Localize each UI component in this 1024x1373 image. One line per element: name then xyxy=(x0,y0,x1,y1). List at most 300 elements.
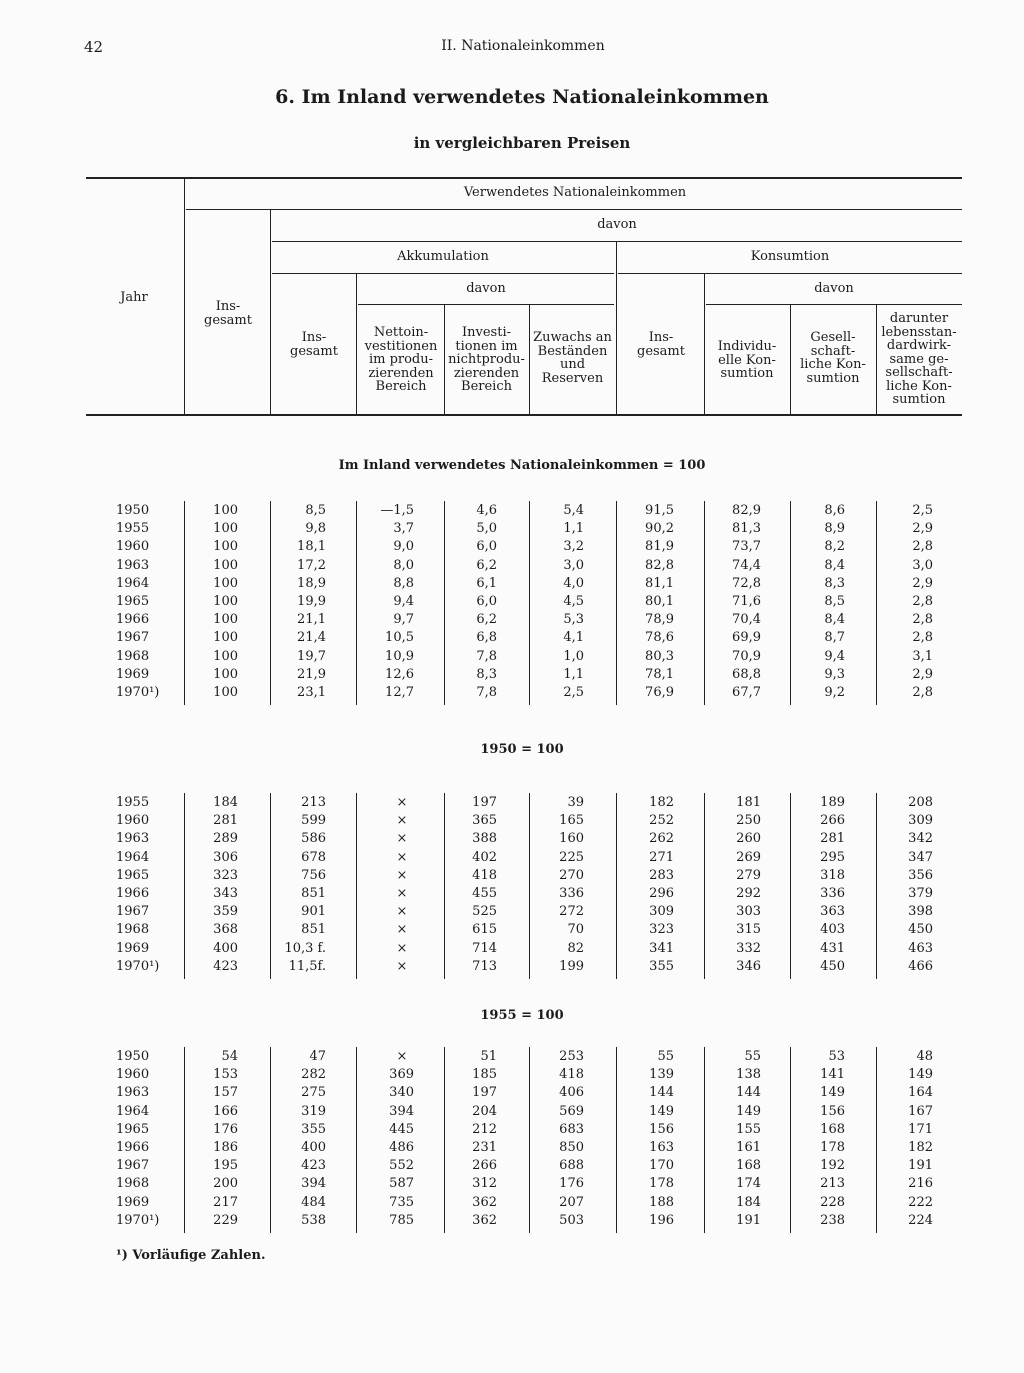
section-title-2: 1950 = 100 xyxy=(480,742,564,757)
cell-investitionen: 197 xyxy=(472,795,497,810)
cell-darunter: 356 xyxy=(908,867,933,883)
table-row xyxy=(0,1140,1024,1158)
cell-gesellschaftliche: 403 xyxy=(820,922,845,938)
header-insgesamt: Ins- gesamt xyxy=(204,299,252,328)
cell-gesellschaftliche: 8,5 xyxy=(824,594,845,609)
cell-akk-insgesamt: 18,9 xyxy=(297,575,326,591)
cell-jahr: 1963 xyxy=(116,831,150,847)
cell-jahr: 1965 xyxy=(116,867,150,883)
cell-investitionen: 362 xyxy=(472,1194,497,1210)
cell-nettoinvestitionen: × xyxy=(396,940,408,956)
cell-insgesamt: 186 xyxy=(213,1140,238,1155)
cell-individuelle: 161 xyxy=(736,1140,761,1155)
cell-individuelle: 260 xyxy=(736,831,761,847)
cell-insgesamt: 306 xyxy=(213,849,238,865)
cell-gesellschaftliche: 156 xyxy=(820,1103,845,1119)
table-row xyxy=(0,1195,1024,1213)
cell-investitionen: 204 xyxy=(472,1103,497,1119)
cell-jahr: 1969 xyxy=(116,666,150,682)
cell-darunter: 2,5 xyxy=(912,503,933,518)
cell-akk-insgesamt: 8,5 xyxy=(305,503,326,518)
cell-jahr: 1960 xyxy=(116,813,150,829)
cell-jahr: 1970¹) xyxy=(116,958,160,974)
cell-zuwachs: 39 xyxy=(567,795,584,810)
cell-gesellschaftliche: 8,2 xyxy=(824,539,845,555)
cell-investitionen: 6,8 xyxy=(476,630,497,646)
cell-akk-insgesamt: 11,5f. xyxy=(288,958,326,974)
cell-individuelle: 149 xyxy=(736,1103,761,1119)
cell-jahr: 1964 xyxy=(116,575,150,591)
cell-insgesamt: 100 xyxy=(213,612,238,628)
cell-kons-insgesamt: 91,5 xyxy=(645,503,674,518)
cell-jahr: 1950 xyxy=(116,503,150,518)
cell-gesellschaftliche: 192 xyxy=(820,1158,845,1174)
cell-kons-insgesamt: 81,1 xyxy=(645,575,674,591)
cell-nettoinvestitionen: 8,0 xyxy=(393,557,414,573)
cell-jahr: 1960 xyxy=(116,1067,150,1083)
cell-darunter: 2,8 xyxy=(912,539,933,555)
cell-gesellschaftliche: 8,6 xyxy=(824,503,845,518)
cell-zuwachs: 225 xyxy=(559,849,584,865)
cell-investitionen: 362 xyxy=(472,1212,497,1228)
header-konsumtion: Konsumtion xyxy=(750,249,830,264)
cell-insgesamt: 195 xyxy=(213,1158,238,1174)
header-darunter: darunter lebensstan- dardwirk- same ge- sellschaft- liche Kon- sumtion xyxy=(881,311,957,407)
cell-akk-insgesamt: 394 xyxy=(301,1176,326,1192)
cell-akk-insgesamt: 319 xyxy=(301,1103,326,1119)
cell-akk-insgesamt: 23,1 xyxy=(297,685,326,700)
cell-individuelle: 191 xyxy=(736,1212,761,1228)
cell-akk-insgesamt: 47 xyxy=(309,1049,326,1064)
cell-darunter: 2,9 xyxy=(912,575,933,591)
cell-kons-insgesamt: 262 xyxy=(649,831,674,847)
header-akkumulation: Akkumulation xyxy=(397,249,489,264)
cell-zuwachs: 176 xyxy=(559,1176,584,1192)
cell-investitionen: 714 xyxy=(472,940,497,956)
cell-investitionen: 6,0 xyxy=(476,539,497,555)
cell-individuelle: 155 xyxy=(736,1121,761,1137)
cell-akk-insgesamt: 599 xyxy=(301,813,326,829)
cell-individuelle: 303 xyxy=(736,904,761,920)
cell-investitionen: 365 xyxy=(472,813,497,829)
table-row xyxy=(0,667,1024,685)
cell-jahr: 1966 xyxy=(116,612,150,628)
cell-nettoinvestitionen: 587 xyxy=(389,1176,414,1192)
cell-individuelle: 184 xyxy=(736,1194,761,1210)
cell-nettoinvestitionen: 9,0 xyxy=(393,539,414,555)
cell-darunter: 167 xyxy=(908,1103,933,1119)
cell-darunter: 379 xyxy=(908,886,933,901)
cell-individuelle: 332 xyxy=(736,940,761,956)
cell-akk-insgesamt: 21,4 xyxy=(297,630,326,646)
cell-akk-insgesamt: 19,7 xyxy=(297,648,326,664)
cell-individuelle: 68,8 xyxy=(732,666,761,682)
table-row xyxy=(0,1085,1024,1103)
cell-nettoinvestitionen: × xyxy=(396,813,408,829)
cell-nettoinvestitionen: 785 xyxy=(389,1212,414,1228)
cell-individuelle: 292 xyxy=(736,886,761,901)
cell-darunter: 2,9 xyxy=(912,521,933,537)
cell-akk-insgesamt: 423 xyxy=(301,1158,326,1174)
cell-individuelle: 71,6 xyxy=(732,594,761,609)
cell-nettoinvestitionen: × xyxy=(396,795,408,810)
cell-nettoinvestitionen: 340 xyxy=(389,1085,414,1101)
cell-darunter: 2,8 xyxy=(912,630,933,646)
cell-nettoinvestitionen: × xyxy=(396,849,408,865)
cell-kons-insgesamt: 144 xyxy=(649,1085,674,1101)
footnote: ¹) Vorläufige Zahlen. xyxy=(116,1248,266,1263)
cell-kons-insgesamt: 196 xyxy=(649,1212,674,1228)
table-row xyxy=(0,1158,1024,1176)
cell-insgesamt: 100 xyxy=(213,557,238,573)
cell-individuelle: 181 xyxy=(736,795,761,810)
cell-akk-insgesamt: 756 xyxy=(301,867,326,883)
table-title: 6. Im Inland verwendetes Nationaleinkommen xyxy=(275,86,769,108)
cell-zuwachs: 70 xyxy=(567,922,584,938)
cell-zuwachs: 1,1 xyxy=(563,666,584,682)
cell-akk-insgesamt: 586 xyxy=(301,831,326,847)
cell-darunter: 450 xyxy=(908,922,933,938)
cell-jahr: 1964 xyxy=(116,849,150,865)
cell-individuelle: 279 xyxy=(736,867,761,883)
cell-gesellschaftliche: 336 xyxy=(820,886,845,901)
table-row xyxy=(0,868,1024,886)
running-head: II. Nationaleinkommen xyxy=(441,38,605,54)
cell-zuwachs: 272 xyxy=(559,904,584,920)
cell-kons-insgesamt: 163 xyxy=(649,1140,674,1155)
cell-jahr: 1955 xyxy=(116,521,150,537)
cell-insgesamt: 229 xyxy=(213,1212,238,1228)
header-davon: davon xyxy=(597,217,637,232)
cell-darunter: 309 xyxy=(908,813,933,829)
table-row xyxy=(0,558,1024,576)
cell-insgesamt: 281 xyxy=(213,813,238,829)
cell-jahr: 1969 xyxy=(116,1194,150,1210)
cell-darunter: 182 xyxy=(908,1140,933,1155)
table-row xyxy=(0,795,1024,813)
cell-insgesamt: 153 xyxy=(213,1067,238,1083)
cell-insgesamt: 100 xyxy=(213,539,238,555)
cell-darunter: 2,8 xyxy=(912,685,933,700)
cell-akk-insgesamt: 851 xyxy=(301,922,326,938)
table-row xyxy=(0,886,1024,904)
cell-jahr: 1967 xyxy=(116,630,150,646)
cell-darunter: 216 xyxy=(908,1176,933,1192)
cell-darunter: 466 xyxy=(908,958,933,974)
cell-investitionen: 6,1 xyxy=(476,575,497,591)
cell-kons-insgesamt: 283 xyxy=(649,867,674,883)
cell-gesellschaftliche: 266 xyxy=(820,813,845,829)
cell-zuwachs: 336 xyxy=(559,886,584,901)
table-row xyxy=(0,1213,1024,1231)
cell-darunter: 224 xyxy=(908,1212,933,1228)
cell-jahr: 1960 xyxy=(116,539,150,555)
cell-insgesamt: 157 xyxy=(213,1085,238,1101)
cell-kons-insgesamt: 78,9 xyxy=(645,612,674,628)
cell-individuelle: 55 xyxy=(744,1049,761,1064)
cell-insgesamt: 200 xyxy=(213,1176,238,1192)
table-row xyxy=(0,649,1024,667)
cell-akk-insgesamt: 484 xyxy=(301,1194,326,1210)
cell-gesellschaftliche: 9,4 xyxy=(824,648,845,664)
cell-zuwachs: 165 xyxy=(559,813,584,829)
header-individuelle: Individu- elle Kon- sumtion xyxy=(717,339,777,381)
cell-gesellschaftliche: 8,4 xyxy=(824,557,845,573)
cell-kons-insgesamt: 323 xyxy=(649,922,674,938)
cell-zuwachs: 1,1 xyxy=(563,521,584,537)
cell-individuelle: 81,3 xyxy=(732,521,761,537)
cell-zuwachs: 418 xyxy=(559,1067,584,1083)
cell-kons-insgesamt: 55 xyxy=(657,1049,674,1064)
cell-kons-insgesamt: 81,9 xyxy=(645,539,674,555)
table-row xyxy=(0,850,1024,868)
cell-kons-insgesamt: 149 xyxy=(649,1103,674,1119)
header-jahr: Jahr xyxy=(120,290,148,305)
cell-insgesamt: 100 xyxy=(213,685,238,700)
cell-investitionen: 525 xyxy=(472,904,497,920)
cell-nettoinvestitionen: 369 xyxy=(389,1067,414,1083)
cell-nettoinvestitionen: × xyxy=(396,831,408,847)
cell-nettoinvestitionen: 3,7 xyxy=(393,521,414,537)
table-row xyxy=(0,1067,1024,1085)
cell-kons-insgesamt: 80,1 xyxy=(645,594,674,609)
table-row xyxy=(0,959,1024,977)
cell-individuelle: 70,4 xyxy=(732,612,761,628)
cell-darunter: 347 xyxy=(908,849,933,865)
cell-individuelle: 72,8 xyxy=(732,575,761,591)
cell-gesellschaftliche: 53 xyxy=(828,1049,845,1064)
cell-individuelle: 269 xyxy=(736,849,761,865)
cell-nettoinvestitionen: 10,9 xyxy=(385,648,414,664)
table-subtitle: in vergleichbaren Preisen xyxy=(413,134,631,152)
cell-kons-insgesamt: 182 xyxy=(649,795,674,810)
cell-zuwachs: 688 xyxy=(559,1158,584,1174)
cell-akk-insgesamt: 19,9 xyxy=(297,594,326,609)
cell-insgesamt: 423 xyxy=(213,958,238,974)
cell-gesellschaftliche: 189 xyxy=(820,795,845,810)
cell-individuelle: 73,7 xyxy=(732,539,761,555)
table-row xyxy=(0,1049,1024,1067)
cell-investitionen: 6,0 xyxy=(476,594,497,609)
cell-gesellschaftliche: 238 xyxy=(820,1212,845,1228)
cell-jahr: 1964 xyxy=(116,1103,150,1119)
cell-darunter: 398 xyxy=(908,904,933,920)
cell-insgesamt: 100 xyxy=(213,521,238,537)
cell-jahr: 1968 xyxy=(116,1176,150,1192)
table-row xyxy=(0,685,1024,703)
table-row xyxy=(0,1104,1024,1122)
cell-jahr: 1965 xyxy=(116,1121,150,1137)
cell-gesellschaftliche: 295 xyxy=(820,849,845,865)
cell-insgesamt: 184 xyxy=(213,795,238,810)
cell-akk-insgesamt: 18,1 xyxy=(297,539,326,555)
cell-kons-insgesamt: 170 xyxy=(649,1158,674,1174)
cell-individuelle: 346 xyxy=(736,958,761,974)
cell-nettoinvestitionen: × xyxy=(396,1049,408,1064)
cell-gesellschaftliche: 431 xyxy=(820,940,845,956)
cell-zuwachs: 1,0 xyxy=(563,648,584,664)
cell-individuelle: 82,9 xyxy=(732,503,761,518)
table-row xyxy=(0,941,1024,959)
cell-investitionen: 6,2 xyxy=(476,612,497,628)
cell-jahr: 1968 xyxy=(116,648,150,664)
cell-gesellschaftliche: 450 xyxy=(820,958,845,974)
cell-gesellschaftliche: 281 xyxy=(820,831,845,847)
cell-jahr: 1968 xyxy=(116,922,150,938)
cell-jahr: 1950 xyxy=(116,1049,150,1064)
cell-kons-insgesamt: 271 xyxy=(649,849,674,865)
cell-akk-insgesamt: 282 xyxy=(301,1067,326,1083)
cell-zuwachs: 2,5 xyxy=(563,685,584,700)
cell-insgesamt: 359 xyxy=(213,904,238,920)
cell-akk-insgesamt: 400 xyxy=(301,1140,326,1155)
cell-insgesamt: 400 xyxy=(213,940,238,956)
cell-nettoinvestitionen: 9,7 xyxy=(393,612,414,628)
cell-gesellschaftliche: 9,3 xyxy=(824,666,845,682)
cell-jahr: 1963 xyxy=(116,557,150,573)
cell-individuelle: 144 xyxy=(736,1085,761,1101)
cell-insgesamt: 100 xyxy=(213,575,238,591)
header-kons-insgesamt: Ins- gesamt xyxy=(637,330,685,359)
header-zuwachs: Zuwachs an Beständen und Reserven xyxy=(533,330,612,386)
cell-darunter: 3,1 xyxy=(912,648,933,664)
cell-insgesamt: 289 xyxy=(213,831,238,847)
cell-jahr: 1965 xyxy=(116,594,150,609)
cell-akk-insgesamt: 10,3 f. xyxy=(284,940,326,956)
cell-kons-insgesamt: 82,8 xyxy=(645,557,674,573)
cell-individuelle: 315 xyxy=(736,922,761,938)
cell-jahr: 1970¹) xyxy=(116,685,160,700)
cell-investitionen: 51 xyxy=(480,1049,497,1064)
cell-individuelle: 138 xyxy=(736,1067,761,1083)
cell-zuwachs: 4,5 xyxy=(563,594,584,609)
cell-gesellschaftliche: 8,7 xyxy=(824,630,845,646)
cell-kons-insgesamt: 188 xyxy=(649,1194,674,1210)
cell-nettoinvestitionen: 12,7 xyxy=(385,685,414,700)
cell-investitionen: 388 xyxy=(472,831,497,847)
cell-kons-insgesamt: 252 xyxy=(649,813,674,829)
cell-gesellschaftliche: 228 xyxy=(820,1194,845,1210)
cell-individuelle: 69,9 xyxy=(732,630,761,646)
cell-jahr: 1967 xyxy=(116,904,150,920)
table-row xyxy=(0,1176,1024,1194)
cell-gesellschaftliche: 318 xyxy=(820,867,845,883)
cell-nettoinvestitionen: 486 xyxy=(389,1140,414,1155)
cell-insgesamt: 100 xyxy=(213,594,238,609)
cell-kons-insgesamt: 341 xyxy=(649,940,674,956)
cell-jahr: 1969 xyxy=(116,940,150,956)
cell-darunter: 208 xyxy=(908,795,933,810)
cell-darunter: 149 xyxy=(908,1067,933,1083)
cell-darunter: 3,0 xyxy=(912,557,933,573)
table-row xyxy=(0,612,1024,630)
cell-darunter: 222 xyxy=(908,1194,933,1210)
header-gesellschaftliche: Gesell- schaft- liche Kon- sumtion xyxy=(800,330,866,386)
cell-gesellschaftliche: 9,2 xyxy=(824,685,845,700)
cell-investitionen: 231 xyxy=(472,1140,497,1155)
cell-gesellschaftliche: 213 xyxy=(820,1176,845,1192)
cell-investitionen: 713 xyxy=(472,958,497,974)
cell-nettoinvestitionen: 8,8 xyxy=(393,575,414,591)
cell-gesellschaftliche: 141 xyxy=(820,1067,845,1083)
cell-zuwachs: 270 xyxy=(559,867,584,883)
table-row xyxy=(0,630,1024,648)
cell-jahr: 1967 xyxy=(116,1158,150,1174)
cell-zuwachs: 82 xyxy=(567,940,584,956)
cell-investitionen: 185 xyxy=(472,1067,497,1083)
cell-akk-insgesamt: 355 xyxy=(301,1121,326,1137)
cell-akk-insgesamt: 9,8 xyxy=(305,521,326,537)
cell-zuwachs: 253 xyxy=(559,1049,584,1064)
cell-gesellschaftliche: 8,3 xyxy=(824,575,845,591)
table-row xyxy=(0,594,1024,612)
cell-darunter: 463 xyxy=(908,940,933,956)
cell-investitionen: 615 xyxy=(472,922,497,938)
cell-kons-insgesamt: 309 xyxy=(649,904,674,920)
cell-insgesamt: 368 xyxy=(213,922,238,938)
cell-akk-insgesamt: 21,9 xyxy=(297,666,326,682)
cell-gesellschaftliche: 168 xyxy=(820,1121,845,1137)
cell-investitionen: 8,3 xyxy=(476,666,497,682)
cell-akk-insgesamt: 538 xyxy=(301,1212,326,1228)
cell-individuelle: 168 xyxy=(736,1158,761,1174)
cell-gesellschaftliche: 178 xyxy=(820,1140,845,1155)
cell-akk-insgesamt: 678 xyxy=(301,849,326,865)
cell-zuwachs: 3,2 xyxy=(563,539,584,555)
cell-kons-insgesamt: 355 xyxy=(649,958,674,974)
cell-kons-insgesamt: 178 xyxy=(649,1176,674,1192)
cell-darunter: 2,8 xyxy=(912,594,933,609)
cell-individuelle: 174 xyxy=(736,1176,761,1192)
cell-investitionen: 418 xyxy=(472,867,497,883)
cell-darunter: 342 xyxy=(908,831,933,847)
cell-jahr: 1966 xyxy=(116,886,150,901)
cell-zuwachs: 683 xyxy=(559,1121,584,1137)
header-akk-insgesamt: Ins- gesamt xyxy=(290,330,338,359)
cell-individuelle: 70,9 xyxy=(732,648,761,664)
cell-akk-insgesamt: 17,2 xyxy=(297,557,326,573)
cell-zuwachs: 850 xyxy=(559,1140,584,1155)
cell-insgesamt: 217 xyxy=(213,1194,238,1210)
table-row xyxy=(0,813,1024,831)
cell-kons-insgesamt: 80,3 xyxy=(645,648,674,664)
cell-investitionen: 197 xyxy=(472,1085,497,1101)
cell-zuwachs: 569 xyxy=(559,1103,584,1119)
cell-kons-insgesamt: 156 xyxy=(649,1121,674,1137)
cell-nettoinvestitionen: 9,4 xyxy=(393,594,414,609)
cell-zuwachs: 4,1 xyxy=(563,630,584,646)
cell-investitionen: 7,8 xyxy=(476,685,497,700)
cell-investitionen: 455 xyxy=(472,886,497,901)
cell-zuwachs: 199 xyxy=(559,958,584,974)
table-row xyxy=(0,922,1024,940)
cell-nettoinvestitionen: —1,5 xyxy=(380,503,414,518)
page-number: 42 xyxy=(84,38,104,56)
cell-nettoinvestitionen: 735 xyxy=(389,1194,414,1210)
cell-nettoinvestitionen: 445 xyxy=(389,1121,414,1137)
cell-insgesamt: 343 xyxy=(213,886,238,901)
cell-kons-insgesamt: 78,6 xyxy=(645,630,674,646)
cell-zuwachs: 503 xyxy=(559,1212,584,1228)
table-row xyxy=(0,831,1024,849)
cell-akk-insgesamt: 851 xyxy=(301,886,326,901)
cell-zuwachs: 3,0 xyxy=(563,557,584,573)
cell-darunter: 48 xyxy=(916,1049,933,1064)
cell-zuwachs: 406 xyxy=(559,1085,584,1101)
cell-akk-insgesamt: 901 xyxy=(301,904,326,920)
cell-darunter: 2,9 xyxy=(912,666,933,682)
cell-zuwachs: 5,3 xyxy=(563,612,584,628)
